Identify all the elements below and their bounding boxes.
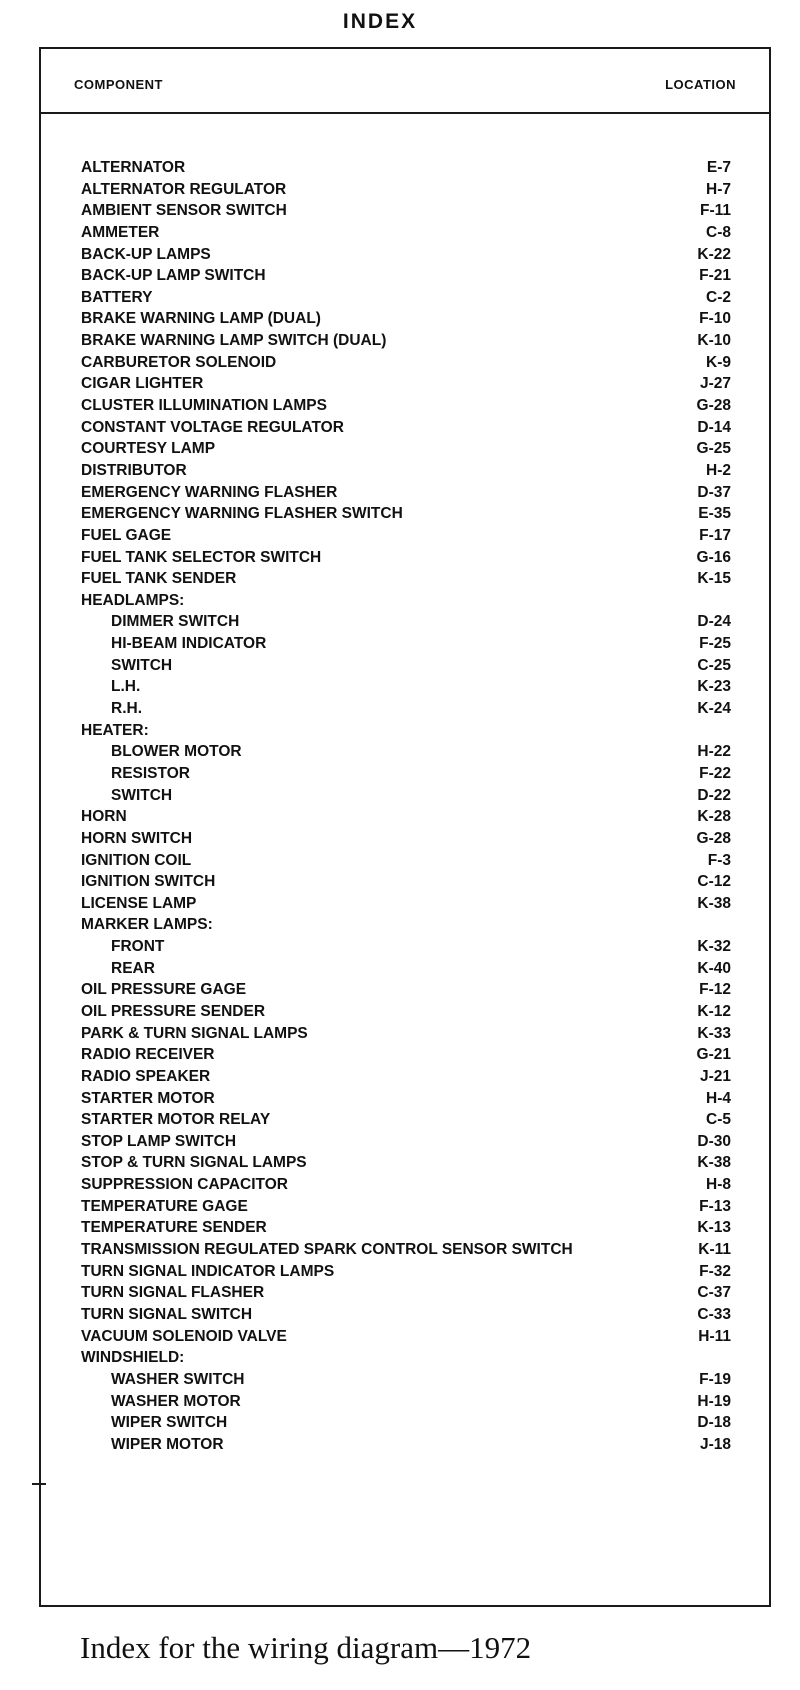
component-name: WIPER MOTOR [111, 1435, 224, 1453]
list-item [81, 525, 731, 547]
component-location: F-32 [699, 1262, 731, 1280]
list-item-subentry [81, 785, 731, 807]
component-name: VACUUM SOLENOID VALVE [81, 1327, 287, 1345]
component-location: E-7 [706, 159, 731, 176]
list-item [81, 1174, 731, 1196]
component-name: RADIO RECEIVER [81, 1046, 215, 1064]
component-location: D-22 [697, 786, 731, 804]
component-name: HORN [81, 808, 127, 826]
component-name: FUEL GAGE [81, 526, 172, 544]
list-item [81, 482, 731, 504]
component-name: TRANSMISSION REGULATED SPARK CONTROL SENSOR SWITCH [81, 1241, 573, 1259]
list-item-subentry [81, 1369, 731, 1391]
component-location: F-11 [699, 202, 731, 220]
component-location: K-24 [697, 700, 731, 718]
component-location: C-25 [697, 656, 731, 674]
component-name: SUPPRESSION CAPACITOR [81, 1176, 288, 1194]
list-item [81, 373, 731, 395]
component-name: R.H. [111, 700, 142, 718]
component-name: AMMETER [81, 223, 160, 241]
list-item [81, 1326, 731, 1348]
component-name: AMBIENT SENSOR SWITCH [81, 202, 287, 220]
component-location: C-37 [697, 1284, 731, 1302]
component-location: H-8 [706, 1176, 731, 1194]
list-item [81, 352, 731, 374]
component-name: WIPER SWITCH [111, 1414, 228, 1432]
list-item-subentry [81, 1434, 731, 1456]
component-name: RADIO SPEAKER [81, 1067, 211, 1085]
component-name: FRONT [111, 938, 165, 956]
component-name: CIGAR LIGHTER [81, 375, 204, 393]
list-item-subentry [81, 1391, 731, 1413]
list-item [81, 1023, 731, 1045]
index-table [39, 47, 771, 1607]
component-location: F-3 [707, 851, 731, 869]
component-name: OIL PRESSURE GAGE [81, 981, 247, 999]
component-name: WASHER MOTOR [111, 1392, 241, 1410]
component-name: ALTERNATOR REGULATOR [81, 180, 287, 198]
component-location: K-9 [706, 353, 731, 371]
component-name: CLUSTER ILLUMINATION LAMPS [81, 397, 327, 415]
list-item-subentry [81, 741, 731, 763]
component-location: C-2 [706, 288, 731, 306]
component-name: RESISTOR [111, 764, 190, 782]
component-location: H-11 [698, 1327, 731, 1345]
component-name: ALTERNATOR [81, 159, 186, 176]
component-name: BATTERY [81, 288, 153, 306]
component-location: G-21 [696, 1046, 731, 1064]
list-item [81, 1131, 731, 1153]
list-item-subentry [81, 763, 731, 785]
component-location: K-23 [697, 678, 731, 696]
list-item [81, 157, 731, 179]
component-location: F-25 [699, 635, 731, 653]
component-name: FUEL TANK SELECTOR SWITCH [81, 548, 322, 566]
component-name: SWITCH [111, 656, 173, 674]
list-item [81, 1217, 731, 1239]
list-item [81, 460, 731, 482]
location-column-header: LOCATION [665, 77, 736, 92]
list-item [81, 438, 731, 460]
component-name: IGNITION SWITCH [81, 873, 216, 891]
component-name: HEATER: [81, 721, 149, 739]
component-location: D-30 [697, 1132, 731, 1150]
component-location: H-4 [706, 1089, 731, 1107]
component-location: D-14 [697, 418, 731, 436]
component-location: D-37 [697, 483, 731, 501]
component-name: COURTESY LAMP [81, 440, 216, 458]
figure-caption: Index for the wiring diagram—1972 [80, 1630, 532, 1665]
list-item [81, 1066, 731, 1088]
component-location: G-28 [696, 829, 731, 847]
component-location: F-17 [699, 526, 731, 544]
component-location: F-22 [699, 764, 731, 782]
component-location: H-19 [697, 1392, 731, 1410]
component-location: K-12 [697, 1002, 731, 1020]
component-name: STOP LAMP SWITCH [81, 1132, 237, 1150]
component-name: HI-BEAM INDICATOR [111, 635, 267, 653]
component-location: K-33 [697, 1024, 731, 1042]
list-item [81, 1001, 731, 1023]
component-location: C-5 [706, 1111, 731, 1129]
list-item [81, 547, 731, 569]
list-item [81, 417, 731, 439]
component-location: K-13 [697, 1219, 731, 1237]
list-item [81, 1196, 731, 1218]
list-item [81, 893, 731, 915]
component-name: IGNITION COIL [81, 851, 192, 869]
list-item [81, 1109, 731, 1131]
page-title: INDEX [342, 10, 418, 33]
component-name: L.H. [111, 678, 141, 696]
component-location: G-28 [696, 397, 731, 415]
component-name: EMERGENCY WARNING FLASHER [81, 483, 338, 501]
component-location: H-2 [706, 461, 731, 479]
component-name: BLOWER MOTOR [111, 743, 242, 761]
component-name: BRAKE WARNING LAMP (DUAL) [81, 310, 321, 328]
component-location: F-13 [699, 1197, 731, 1215]
component-location: F-21 [699, 267, 731, 285]
component-location: K-10 [697, 332, 731, 350]
list-item [81, 1152, 731, 1174]
list-item [81, 503, 731, 525]
list-item [81, 287, 731, 309]
component-column-header: COMPONENT [74, 77, 163, 92]
component-name: PARK & TURN SIGNAL LAMPS [81, 1024, 308, 1042]
list-item [81, 244, 731, 266]
component-location: K-28 [697, 808, 731, 826]
component-name: TURN SIGNAL INDICATOR LAMPS [81, 1262, 335, 1280]
list-item [81, 1261, 731, 1283]
component-location: E-35 [698, 505, 731, 523]
component-location: G-25 [696, 440, 731, 458]
component-name: STARTER MOTOR [81, 1089, 215, 1107]
list-item [81, 979, 731, 1001]
list-item [81, 1239, 731, 1261]
component-name: OIL PRESSURE SENDER [81, 1002, 266, 1020]
component-name: TEMPERATURE GAGE [81, 1197, 248, 1215]
component-location: D-18 [697, 1414, 731, 1432]
component-location: K-38 [697, 1154, 731, 1172]
component-location: J-21 [699, 1067, 731, 1085]
margin-tick-mark [32, 1483, 46, 1485]
component-location: C-8 [706, 223, 731, 241]
list-item [81, 1088, 731, 1110]
component-location: H-22 [697, 743, 731, 761]
component-name: SWITCH [111, 786, 173, 804]
component-location: K-40 [697, 959, 731, 977]
component-location: J-18 [699, 1435, 731, 1453]
list-item-subentry [81, 1412, 731, 1434]
list-item [81, 568, 731, 590]
component-name: CONSTANT VOLTAGE REGULATOR [81, 418, 344, 436]
list-item [81, 222, 731, 244]
component-name: LICENSE LAMP [81, 894, 197, 912]
component-location: F-12 [699, 981, 731, 999]
component-location: D-24 [697, 613, 731, 631]
component-location: K-32 [697, 938, 731, 956]
list-item [81, 330, 731, 352]
component-location: K-11 [698, 1241, 731, 1259]
component-name: TEMPERATURE SENDER [81, 1219, 267, 1237]
list-item [81, 871, 731, 893]
component-name: HEADLAMPS: [81, 591, 185, 609]
list-item [81, 720, 731, 742]
component-location: G-16 [696, 548, 731, 566]
component-location: K-15 [697, 570, 731, 588]
component-name: EMERGENCY WARNING FLASHER SWITCH [81, 505, 403, 523]
component-name: TURN SIGNAL SWITCH [81, 1305, 253, 1323]
list-item [81, 1347, 731, 1369]
component-name: FUEL TANK SENDER [81, 570, 237, 588]
list-item-subentry [81, 958, 731, 980]
component-name: REAR [111, 959, 155, 977]
component-name: TURN SIGNAL FLASHER [81, 1284, 265, 1302]
component-name: STARTER MOTOR RELAY [81, 1111, 271, 1129]
component-name: MARKER LAMPS: [81, 916, 213, 934]
component-name: BRAKE WARNING LAMP SWITCH (DUAL) [81, 332, 387, 350]
list-item [81, 200, 731, 222]
component-name: WINDSHIELD: [81, 1349, 185, 1367]
list-item-subentry [81, 611, 731, 633]
component-location: C-12 [697, 873, 731, 891]
component-location: K-22 [697, 245, 731, 263]
list-item-subentry [81, 936, 731, 958]
list-item [81, 850, 731, 872]
list-item [81, 395, 731, 417]
list-item [81, 179, 731, 201]
component-location: F-10 [699, 310, 731, 328]
component-name: WASHER SWITCH [111, 1370, 245, 1388]
component-list [81, 157, 731, 1455]
list-item [81, 1282, 731, 1304]
component-location: J-27 [699, 375, 731, 393]
list-item [81, 308, 731, 330]
component-name: DISTRIBUTOR [81, 461, 187, 479]
list-item [81, 806, 731, 828]
list-item [81, 828, 731, 850]
list-item-subentry [81, 633, 731, 655]
component-location: C-33 [697, 1305, 731, 1323]
component-name: STOP & TURN SIGNAL LAMPS [81, 1154, 307, 1172]
component-location: K-38 [697, 894, 731, 912]
table-header [41, 49, 769, 114]
component-location: H-7 [706, 180, 731, 198]
component-name: CARBURETOR SOLENOID [81, 353, 277, 371]
list-item-subentry [81, 698, 731, 720]
component-name: HORN SWITCH [81, 829, 193, 847]
list-item-subentry [81, 655, 731, 677]
list-item [81, 265, 731, 287]
list-item [81, 590, 731, 612]
component-name: BACK-UP LAMP SWITCH [81, 267, 266, 285]
list-item-subentry [81, 676, 731, 698]
component-name: BACK-UP LAMPS [81, 245, 211, 263]
list-item [81, 1044, 731, 1066]
list-item [81, 1304, 731, 1326]
list-item [81, 914, 731, 936]
component-name: DIMMER SWITCH [111, 613, 240, 631]
component-location: F-19 [699, 1370, 731, 1388]
